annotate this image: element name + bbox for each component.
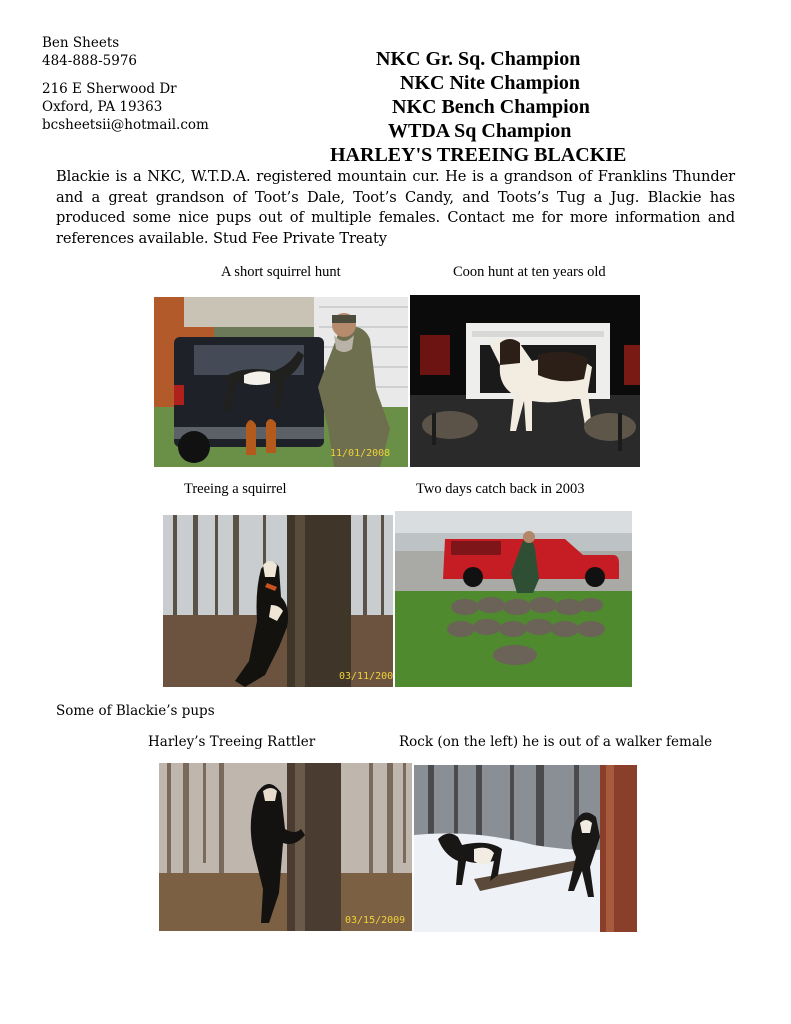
title-line-2: NKC Nite Champion — [400, 72, 581, 94]
photo-date-stamp: 03/15/2009 — [345, 915, 406, 926]
title-line-3: NKC Bench Champion — [392, 96, 590, 118]
contact-name: Ben Sheets — [42, 35, 120, 51]
dog-name-title: HARLEY'S TREEING BLACKIE — [330, 144, 627, 166]
photo-coon-hunt — [410, 295, 640, 467]
intro-paragraph: Blackie is a NKC, W.T.D.A. registered mountain cur. He is a grandson of Franklins Thunder and a great grandson of Toot’s Dale, Toot’s Candy, and Toots’s Tug a Jug. Blackie has produced some nice pups out of multiple females. Contact me for more information and references available. Stud Fee Private Treaty — [56, 168, 735, 247]
photo-rattler — [159, 763, 412, 931]
caption-squirrel-hunt: A short squirrel hunt — [221, 264, 341, 280]
photo-squirrel-hunt — [154, 297, 408, 467]
caption-rock: Rock (on the left) he is out of a walker female — [399, 734, 713, 750]
contact-info — [42, 34, 209, 134]
photo-rock — [414, 765, 637, 932]
contact-street: 216 E Sherwood Dr — [42, 81, 177, 97]
caption-coon-hunt: Coon hunt at ten years old — [453, 264, 606, 280]
photo-date-stamp: 03/11/200 — [339, 671, 393, 682]
photo-date-stamp: 11/01/2008 — [330, 448, 391, 459]
title-line-1: NKC Gr. Sq. Champion — [376, 48, 581, 70]
caption-treeing-squirrel: Treeing a squirrel — [184, 481, 287, 497]
caption-catch-back: Two days catch back in 2003 — [416, 481, 585, 497]
photo-treeing-squirrel — [163, 515, 393, 687]
contact-phone: 484-888-5976 — [42, 53, 138, 69]
contact-city: Oxford, PA 19363 — [42, 99, 163, 115]
contact-email: bcsheetsii@hotmail.com — [42, 117, 209, 133]
photo-catch-back — [395, 511, 632, 687]
pups-heading: Some of Blackie’s pups — [56, 703, 215, 719]
caption-rattler: Harley’s Treeing Rattler — [148, 734, 316, 750]
title-line-4: WTDA Sq Champion — [388, 120, 572, 142]
